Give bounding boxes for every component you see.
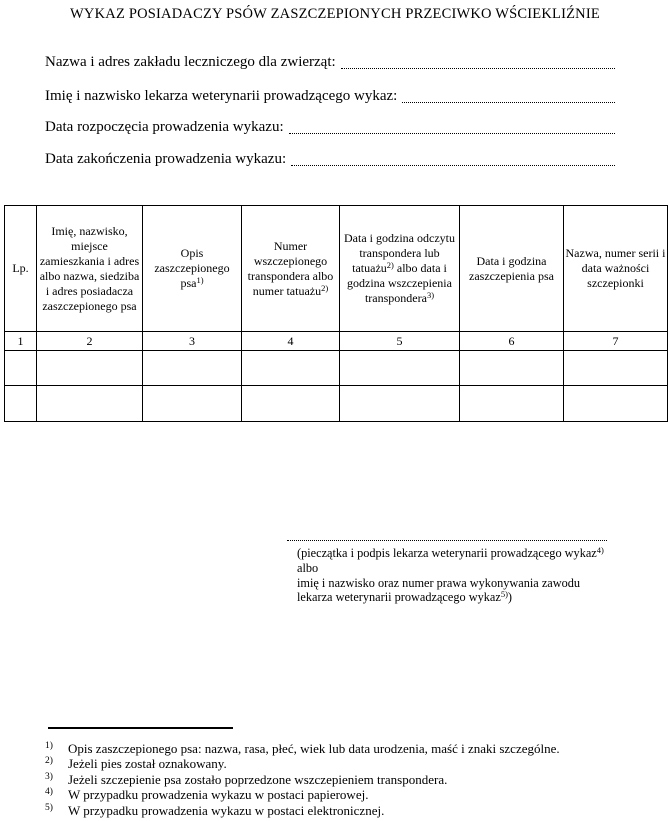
column-header-readout-datetime: Data i godzina odczytu transpondera lub tatuażu$^{2)}$ albo data i godzina wszczepienia transpondera$^{3)}$ bbox=[340, 206, 460, 332]
field-label: Data rozpoczęcia prowadzenia wykazu: bbox=[45, 119, 284, 135]
column-number: 2 bbox=[37, 332, 143, 351]
footnote-item bbox=[45, 772, 653, 787]
footnote-item bbox=[45, 787, 653, 802]
column-header-lp: Lp. bbox=[5, 206, 37, 332]
column-number: 3 bbox=[143, 332, 242, 351]
table-cell bbox=[143, 351, 242, 386]
footnote-marker: 4) bbox=[45, 787, 53, 798]
column-number: 5 bbox=[340, 332, 460, 351]
footnote-text: Jeżeli szczepienie psa zostało poprzedzone wszczepieniem transpondera. bbox=[68, 771, 448, 787]
column-header-owner: Imię, nazwisko, miejsce zamieszkania i adres albo nazwa, siedziba i adres posiadacza zaszczepionego psa bbox=[37, 206, 143, 332]
dotted-fill-line bbox=[291, 150, 615, 169]
table-cell bbox=[242, 351, 340, 386]
column-header-vaccination-datetime: Data i godzina zaszczepienia psa bbox=[460, 206, 564, 332]
table-cell bbox=[340, 386, 460, 422]
footnote-text: W przypadku prowadzenia wykazu w postaci papierowej. bbox=[68, 787, 369, 803]
field-label: Imię i nazwisko lekarza weterynarii prowadzącego wykaz: bbox=[45, 88, 398, 104]
table-row bbox=[5, 351, 668, 386]
footnote-marker: 3) bbox=[45, 771, 53, 782]
footnote-item bbox=[45, 803, 653, 818]
table-cell bbox=[5, 386, 37, 422]
footnote-text: W przypadku prowadzenia wykazu w postaci elektronicznej. bbox=[68, 802, 385, 818]
column-header-transponder-number: Numer wszczepionego transpondera albo numer tatuażu$^{2)}$ bbox=[242, 206, 340, 332]
column-number: 1 bbox=[5, 332, 37, 351]
dotted-fill-line bbox=[341, 53, 615, 72]
column-header-vaccine-info: Nazwa, numer serii i data ważności szczepionki bbox=[564, 206, 668, 332]
table-cell bbox=[5, 351, 37, 386]
footnote-marker: 2) bbox=[45, 756, 53, 767]
field-register-start-date bbox=[45, 118, 615, 137]
footnote-item bbox=[45, 741, 653, 756]
table-header-row bbox=[5, 206, 668, 332]
footnote-marker: 5) bbox=[45, 802, 53, 813]
table-cell bbox=[460, 351, 564, 386]
footnote-text: Opis zaszczepionego psa: nazwa, rasa, płeć, wiek lub data urodzenia, maść i znaki szczególne. bbox=[68, 741, 560, 756]
field-label: Data zakończenia prowadzenia wykazu: bbox=[45, 151, 287, 167]
footnote-text: Jeżeli pies został oznakowany. bbox=[68, 756, 227, 772]
column-header-dog-description: Opis zaszczepionego psa$^{1)}$ bbox=[143, 206, 242, 332]
vaccination-register-table bbox=[4, 205, 668, 422]
signature-caption-line: imię i nazwisko oraz numer prawa wykonywania zawodu bbox=[297, 575, 581, 590]
signature-dotted-line bbox=[287, 540, 607, 541]
column-number: 6 bbox=[460, 332, 564, 351]
table-cell bbox=[37, 386, 143, 422]
signature-caption bbox=[297, 546, 627, 605]
table-cell bbox=[37, 351, 143, 386]
footnote-marker: 1) bbox=[45, 741, 53, 751]
field-clinic-name-address bbox=[45, 53, 615, 72]
table-cell bbox=[143, 386, 242, 422]
table-cell bbox=[340, 351, 460, 386]
field-register-end-date bbox=[45, 150, 615, 169]
table-row bbox=[5, 386, 668, 422]
footnote-separator bbox=[48, 727, 233, 729]
field-veterinarian-name bbox=[45, 87, 615, 106]
signature-caption-line: (pieczątka i podpis lekarza weterynarii prowadzącego wykaz$^{4)}$ albo bbox=[297, 545, 604, 575]
column-number-row bbox=[5, 332, 668, 351]
footnotes bbox=[45, 741, 653, 818]
table-cell bbox=[242, 386, 340, 422]
field-label: Nazwa i adres zakładu leczniczego dla zwierząt: bbox=[45, 54, 336, 70]
table-cell bbox=[564, 351, 668, 386]
footnote-item bbox=[45, 756, 653, 771]
column-number: 4 bbox=[242, 332, 340, 351]
table-cell bbox=[460, 386, 564, 422]
signature-caption-line: lekarza weterynarii prowadzącego wykaz$^{5)}$) bbox=[297, 589, 513, 605]
table-cell bbox=[564, 386, 668, 422]
dotted-fill-line bbox=[289, 118, 615, 137]
column-number: 7 bbox=[564, 332, 668, 351]
dotted-fill-line bbox=[402, 87, 615, 106]
page-title: WYKAZ POSIADACZY PSÓW ZASZCZEPIONYCH PRZECIWKO WŚCIEKLIŹNIE bbox=[70, 6, 600, 22]
